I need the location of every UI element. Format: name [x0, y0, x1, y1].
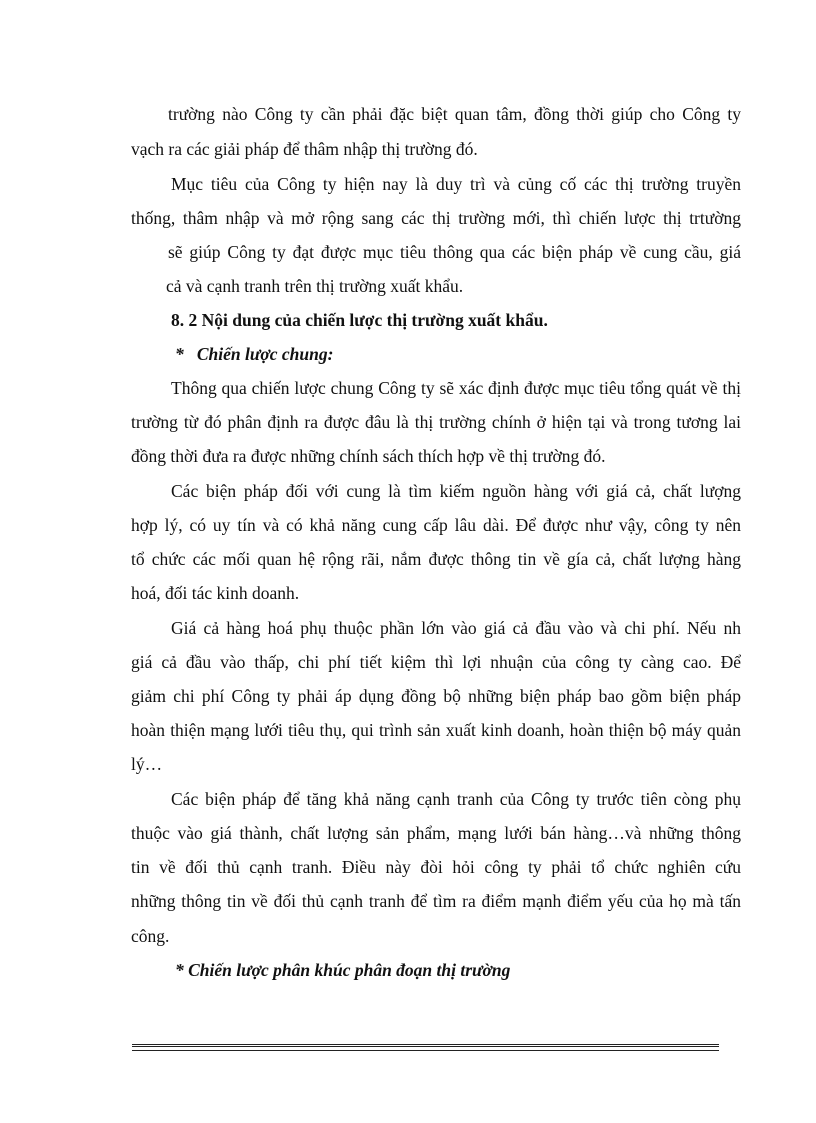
text-line: hợp lý, có uy tín và có khả năng cung cấp lâu dài. Để được như vậy, công ty nên — [131, 515, 741, 535]
footer-rule — [132, 1044, 719, 1051]
text-line: những thông tin về đối thủ cạnh tranh để tìm ra điểm mạnh điểm yếu của họ mà tấn — [131, 891, 741, 911]
text-line: trường từ đó phân định ra được đâu là thị trường chính ở hiện tại và trong tương lai — [131, 412, 741, 432]
section-heading: 8. 2 Nội dung của chiến lược thị trường xuất khẩu. — [171, 310, 548, 330]
text-line: vạch ra các giải pháp để thâm nhập thị trường đó. — [131, 139, 478, 159]
text-line: Các biện pháp để tăng khả năng cạnh tranh của Công ty trước tiên còng phụ — [171, 789, 741, 809]
text-line: sẽ giúp Công ty đạt được mục tiêu thông qua các biện pháp về cung cầu, giá — [168, 242, 741, 262]
text-line: tổ chức các mối quan hệ rộng rãi, nắm được thông tin về gía cả, chất lượng hàng — [131, 549, 741, 569]
text-line: đồng thời đưa ra được những chính sách thích hợp về thị trường đó. — [131, 446, 606, 466]
text-line: giá cả đầu vào thấp, chi phí tiết kiệm thì lợi nhuận của công ty càng cao. Để — [131, 652, 741, 672]
text-line: tin về đối thủ cạnh tranh. Điều này đòi hỏi công ty phải tổ chức nghiên cứu — [131, 857, 741, 877]
text-line: Thông qua chiến lược chung Công ty sẽ xác định được mục tiêu tổng quát về thị — [171, 378, 741, 398]
text-line: Giá cả hàng hoá phụ thuộc phần lớn vào giá cả đầu vào và chi phí. Nếu nh — [171, 618, 741, 638]
text-line: trường nào Công ty cần phải đặc biệt quan tâm, đồng thời giúp cho Công ty — [168, 104, 741, 124]
text-line: Mục tiêu của Công ty hiện nay là duy trì và củng cố các thị trường truyền — [171, 174, 741, 194]
subsection-heading: * Chiến lược chung: — [175, 344, 334, 364]
text-line: hoàn thiện mạng lưới tiêu thụ, qui trình sản xuất kinh doanh, hoàn thiện bộ máy quản — [131, 720, 741, 740]
subsection-heading: * Chiến lược phân khúc phân đoạn thị trường — [175, 960, 511, 980]
text-line: lý… — [131, 754, 163, 774]
text-line: Các biện pháp đối với cung là tìm kiếm nguồn hàng với giá cả, chất lượng — [171, 481, 741, 501]
text-line: giảm chi phí Công ty phải áp dụng đồng bộ những biện pháp bao gồm biện pháp — [131, 686, 741, 706]
text-line: thuộc vào giá thành, chất lượng sản phẩm, mạng lưới bán hàng…và những thông — [131, 823, 741, 843]
text-line: công. — [131, 926, 170, 946]
text-line: thống, thâm nhập và mở rộng sang các thị trường mới, thì chiến lược thị trtường — [131, 208, 741, 228]
text-line: hoá, đối tác kinh doanh. — [131, 583, 300, 603]
text-line: cả và cạnh tranh trên thị trường xuất khẩu. — [166, 276, 464, 296]
